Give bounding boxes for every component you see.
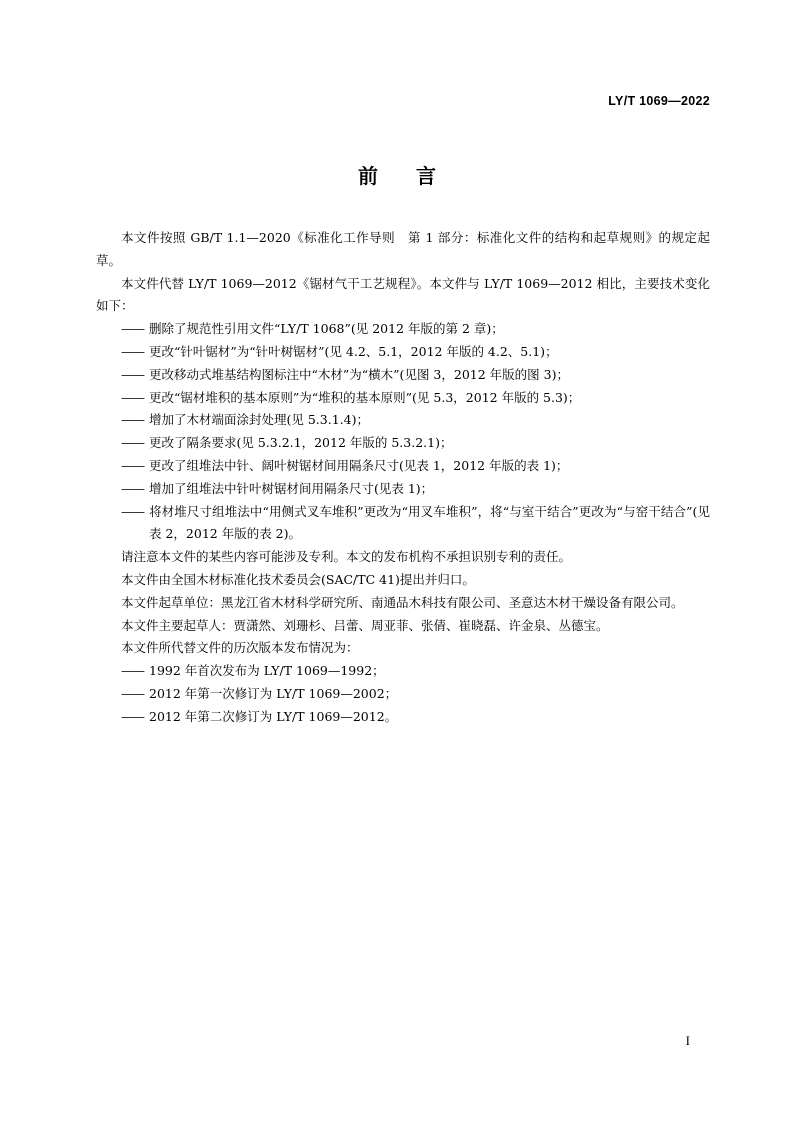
dash-marker: —— — [121, 503, 144, 519]
history-item — [96, 683, 710, 706]
list-item — [96, 364, 710, 387]
foreword-body — [96, 227, 710, 729]
history-item-text: 2012 年第二次修订为 LY/T 1069—2012。 — [149, 708, 398, 724]
dash-marker: —— — [121, 685, 144, 701]
paragraph-drafters: 本文件主要起草人：贾潇然、刘珊杉、吕蕾、周亚菲、张倩、崔晓磊、许金泉、丛德宝。 — [121, 617, 609, 633]
dash-marker: —— — [121, 480, 144, 496]
dash-marker: —— — [121, 412, 144, 428]
dash-marker: —— — [121, 366, 144, 382]
dash-marker: —— — [121, 663, 144, 679]
list-item — [96, 341, 710, 364]
list-item — [96, 387, 710, 410]
list-item-text: 更改了组堆法中针、阔叶树锯材间用隔条尺寸(见表 1，2012 年版的表 1)； — [149, 457, 569, 473]
paragraph-drafting-basis: 本文件按照 GB/T 1.1—2020《标准化工作导则 第 1 部分：标准化文件的结构和起草规则》的规定起草。 — [96, 230, 710, 268]
list-item — [96, 432, 710, 455]
paragraph-drafting-units: 本文件起草单位：黑龙江省木材科学研究所、南通品木科技有限公司、圣意达木材干燥设备有限公司。 — [121, 594, 684, 610]
list-item — [96, 478, 710, 501]
page-title: 前言 — [358, 164, 474, 188]
list-item-text: 更改了隔条要求(见 5.3.2.1，2012 年版的 5.3.2.1)； — [149, 435, 453, 451]
list-item-text: 更改“锯材堆积的基本原则”为“堆积的基本原则”(见 5.3，2012 年版的 5.3)； — [149, 389, 581, 405]
list-item-text: 更改“针叶锯材”为“针叶树锯材”(见 4.2、5.1，2012 年版的 4.2、5.1)； — [149, 343, 558, 359]
list-item-text: 增加了木材端面涂封处理(见 5.3.1.4)； — [149, 412, 369, 428]
list-item-text: 删除了规范性引用文件“LY/T 1068”(见 2012 年版的第 2 章)； — [149, 321, 504, 337]
history-item-text: 2012 年第一次修订为 LY/T 1069—2002； — [149, 685, 398, 701]
document-code: LY/T 1069—2022 — [608, 94, 710, 108]
list-item — [96, 318, 710, 341]
paragraph-replacement: 本文件代替 LY/T 1069—2012《锯材气干工艺规程》。本文件与 LY/T 1069—2012 相比，主要技术变化如下： — [96, 275, 710, 314]
list-item-text: 更改移动式堆基结构图标注中“木材”为“横木”(见图 3，2012 年版的图 3)； — [149, 366, 569, 382]
history-item — [96, 706, 710, 729]
page-number: I — [685, 1033, 690, 1048]
dash-marker: —— — [121, 321, 144, 337]
list-item — [96, 501, 710, 547]
list-item-text: 增加了组堆法中针叶树锯材间用隔条尺寸(见表 1)； — [149, 480, 434, 496]
list-item-text: 将材堆尺寸组堆法中“用侧式叉车堆积”更改为“用叉车堆积”，将“与室干结合”更改为“与窑干结合”(见表 2，2012 年版的表 2)。 — [149, 503, 710, 542]
dash-marker: —— — [121, 435, 144, 451]
history-item-text: 1992 年首次发布为 LY/T 1069—1992； — [149, 663, 385, 679]
dash-marker: —— — [121, 708, 144, 724]
list-item — [96, 409, 710, 432]
paragraph-patent-notice: 请注意本文件的某些内容可能涉及专利。本文的发布机构不承担识别专利的责任。 — [121, 549, 572, 565]
history-item — [96, 660, 710, 683]
paragraph-proposer: 本文件由全国木材标准化技术委员会(SAC/TC 41)提出并归口。 — [121, 571, 475, 587]
dash-marker: —— — [121, 457, 144, 473]
paragraph-history-intro: 本文件所代替文件的历次版本发布情况为： — [121, 640, 359, 656]
dash-marker: —— — [121, 343, 144, 359]
list-item — [96, 455, 710, 478]
dash-marker: —— — [121, 389, 144, 405]
